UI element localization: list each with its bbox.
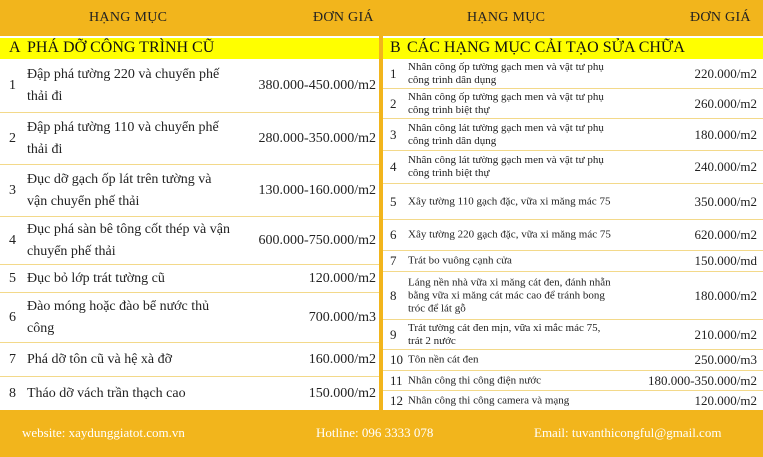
table-row (0, 265, 379, 293)
email-link[interactable]: Email: tuvanthicongful@gmail.com (534, 425, 722, 440)
row-item-name: Nhân công lát tường gạch men và vật tư phụ công trình dân dụng (408, 121, 604, 147)
row-item-name: Tháo dỡ vách trần thạch cao (27, 385, 186, 401)
table-row (383, 272, 763, 320)
row-item-name: Nhân công ốp tường gạch men và vật tư phụ công trình dân dụng (408, 60, 604, 86)
row-number: 5 (390, 193, 397, 209)
row-item-name: Trát tường cát đen mịn, vữa xi mắc mác 75, trát 2 nước (408, 321, 601, 347)
row-item-name: Nhân công lát tường gạch men và vật tư phụ công trình biệt thự (408, 154, 604, 179)
row-number: 3 (9, 182, 16, 198)
table-row (0, 113, 379, 165)
table-row (0, 293, 379, 343)
table-row (0, 59, 379, 113)
row-number: 9 (390, 326, 397, 342)
table-row (383, 350, 763, 371)
row-number: 8 (9, 385, 16, 401)
row-price: 260.000/m2 (694, 95, 757, 111)
row-item-name: Đục bỏ lớp trát tường cũ (27, 270, 165, 286)
table-row (383, 391, 763, 410)
row-item-name: Xây tường 220 gạch đặc, vữa xi măng mác 75 (408, 228, 611, 241)
row-price: 130.000-160.000/m2 (258, 182, 376, 198)
row-number: 8 (390, 287, 397, 303)
table-row (383, 151, 763, 184)
row-item-name: Tôn nền cát đen (408, 353, 479, 366)
row-number: 3 (390, 126, 397, 142)
row-number: 6 (390, 227, 397, 242)
table-row (383, 371, 763, 391)
renovation-price-table (383, 0, 763, 410)
demolition-price-table (0, 0, 379, 410)
row-price: 240.000/m2 (694, 159, 757, 174)
row-price: 250.000/m3 (694, 352, 757, 367)
row-number: 11 (390, 372, 403, 388)
row-price: 220.000/m2 (694, 65, 757, 81)
row-item-name: Đục dỡ gạch ốp lát trên tường và vận chuyển phế thải (27, 171, 212, 209)
website-link[interactable]: website: xaydunggiatot.com.vn (22, 425, 185, 440)
row-number: 1 (9, 77, 16, 93)
row-price: 180.000/m2 (694, 126, 757, 142)
row-price: 280.000-350.000/m2 (258, 130, 376, 146)
row-number: 1 (390, 65, 397, 81)
table-row (383, 89, 763, 119)
row-price: 620.000/m2 (694, 227, 757, 242)
row-price: 350.000/m2 (694, 193, 757, 209)
table-row (383, 59, 763, 89)
header-price-label: ĐƠN GIÁ (690, 10, 751, 25)
row-item-name: Láng nền nhà vữa xi măng cát đen, đánh nhẵn bằng vữa xi măng cát mác cao để tránh bong tróc để lát gỗ (408, 276, 611, 314)
row-price: 160.000/m2 (308, 351, 376, 367)
row-item-name: Đập phá tường 220 và chuyển phế thải đi (27, 66, 220, 104)
table-row (0, 165, 379, 217)
row-price: 180.000-350.000/m2 (647, 372, 757, 388)
row-number: 12 (390, 392, 403, 408)
table-row (383, 251, 763, 272)
row-item-name: Xây tường 110 gạch đặc, vữa xi măng mác 75 (408, 195, 611, 207)
table-row (383, 320, 763, 350)
section-a-letter: A (9, 39, 21, 56)
row-price: 180.000/m2 (694, 287, 757, 303)
hotline-link[interactable]: Hotline: 096 3333 078 (316, 425, 434, 440)
row-price: 700.000/m3 (308, 309, 376, 325)
row-price: 150.000/m2 (308, 385, 376, 401)
row-price: 150.000/md (694, 253, 757, 268)
contact-footer (0, 410, 763, 457)
section-b-title: CÁC HẠNG MỤC CẢI TẠO SỬA CHỮA (407, 39, 685, 56)
header-item-label: HẠNG MỤC (89, 10, 168, 25)
row-number: 7 (390, 253, 397, 268)
header-price-label: ĐƠN GIÁ (313, 10, 374, 25)
row-number: 10 (390, 352, 403, 367)
row-item-name: Trát bo vuông cạnh cửa (408, 254, 512, 267)
row-price: 120.000/m2 (694, 392, 757, 408)
row-number: 6 (9, 309, 16, 325)
table-row (383, 184, 763, 220)
table-row (0, 377, 379, 410)
row-number: 2 (9, 130, 16, 146)
row-item-name: Nhân công ốp tường gạch men và vật tư phụ công trình biệt thự (408, 90, 604, 116)
row-price: 600.000-750.000/m2 (258, 232, 376, 248)
section-a-title: PHÁ DỠ CÔNG TRÌNH CŨ (27, 39, 215, 56)
section-b-title-bar (383, 38, 763, 59)
section-a-title-bar (0, 38, 379, 59)
table-row (383, 220, 763, 251)
table-header (383, 0, 763, 38)
table-row (0, 217, 379, 265)
table-row (383, 119, 763, 151)
table-row (0, 343, 379, 377)
row-item-name: Nhân công thi công điện nước (408, 374, 542, 386)
row-price: 380.000-450.000/m2 (258, 77, 376, 93)
row-item-name: Đập phá tường 110 và chuyển phế thải đi (27, 119, 219, 157)
section-b-letter: B (390, 39, 401, 56)
row-item-name: Đào móng hoặc đào bể nước thủ công (27, 298, 210, 336)
row-number: 5 (9, 270, 16, 286)
row-item-name: Nhân công thi công camera và mạng (408, 394, 570, 406)
row-item-name: Phá dỡ tôn cũ và hệ xà đỡ (27, 351, 173, 367)
row-price: 210.000/m2 (694, 326, 757, 342)
row-number: 2 (390, 95, 397, 111)
row-number: 7 (9, 351, 16, 367)
row-price: 120.000/m2 (308, 270, 376, 286)
table-header (0, 0, 379, 38)
row-number: 4 (9, 232, 16, 248)
header-item-label: HẠNG MỤC (467, 10, 546, 25)
row-number: 4 (390, 159, 397, 174)
row-item-name: Đục phá sàn bê tông cốt thép và vận chuyển phế thải (27, 221, 230, 259)
